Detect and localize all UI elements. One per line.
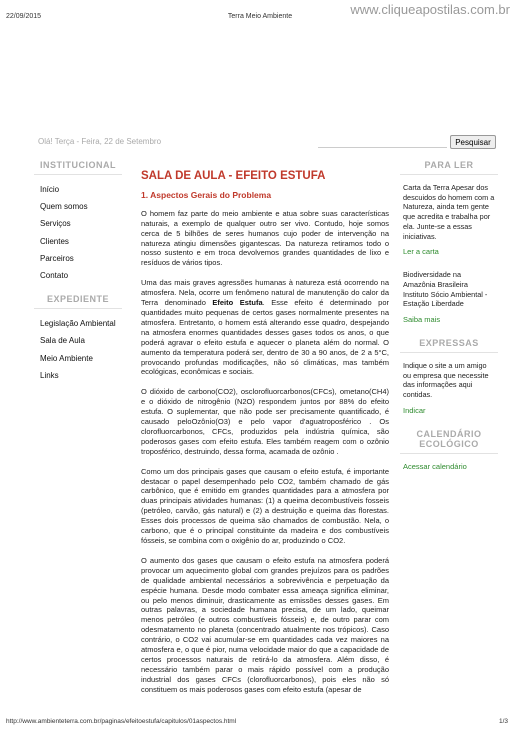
greeting-date: Olá! Terça - Feira, 22 de Setembro [38, 137, 162, 146]
indique-text: Indique o site a um amigo ou empresa que necessite das informações aqui contidas. [403, 361, 489, 400]
article-paragraph: Como um dos principais gases que causam o efeito estufa, é importante destacar o papel desempenhado pelo CO2, também chamado de gás carbônico, que é emitido em grandes quantidades para a atmosfera por duas principais atividades humanas: (1) a queima decombustíveis fosseis (petróleo, carvão, gás natural) e (2) a destruição e queima das florestas. Esses dois processos de queima são chamados de combustão. Nela, o carbono, que é o principal constituinte da madeira e dos combustíveis fósseis, se combina com o oxigênio do ar, produzindo o CO2. [141, 466, 389, 545]
search-input[interactable] [318, 135, 447, 148]
expediente-heading: EXPEDIENTE [34, 294, 122, 309]
acessar-calendario-link[interactable]: Acessar calendário [403, 461, 467, 471]
nav-item-sala-de-aula[interactable]: Sala de Aula [40, 336, 85, 346]
paragraph-text: . Esse efeito é determinado por quantidades muito pequenas de certos gases normalmente presentes na atmosfera. Entretanto, o homem está alterando esse quadro, despejando na atmosfera enormes quantidades desses gases todos os anos, o que poderá agravar o efeito estufa e aquecer o planeta além do normal. O aumento da temperatura poderá ser, dentro de 30 a 90 anos, de 2 a 5°C, provocando profundas modificações, não só climáticas, mas também ecológicas, econômicas e sociais. [141, 298, 389, 377]
print-page-number: 1/3 [498, 718, 508, 725]
right-sidebar [400, 160, 498, 485]
print-page-title: Terra Meio Ambiente [227, 13, 293, 20]
article-paragraph: O dióxido de carbono(CO2), osclorofluorcarbonos(CFCs), ometano(CH4) e o dióxido de nitrogênio (N2O) respondem juntos por 88% do efeito estufa. O suplementar, que não pode ser precisamente quantificado, é causado peloOzônio(O3) e pelo vapor d'aguatroposférico . Os clorofluorcarbonos, CFCs, produzidos pela indústria química, são poderosos gases com efeito estufa. Eles também reagem com o ozônio troposférico, destruindo, dessa forma, acamada de ozônio . [141, 387, 389, 456]
article-paragraph: O aumento dos gases que causam o efeito estufa na atmosfera poderá provocar um aquecimento global com grandes prejuízos para os padrões de qualidade ambiental necessários a sobrevivência e perpetuação da espécie humana. Desde modo combater essa ameaça significa eliminar, ou pelo menos diminuir, drasticamente as emissões desses gases. Em outras palavras, a sociedade humana precisa, de um lado, queimar menos petróleo (e outros combustíveis fósseis) e, de outro parar com odesmatamento no planeta (concentrado atualmente nos trópicos). Caso contrário, o CO2 vai acumular-se em quantidades cada vez maiores na atmosfera e, o que é pior, numa velocidade maior do que a capacidade de certos processos naturais de retirá-lo da atmosfera. Além disso, é necessário também parar o mais rápido possível com a produção industrial dos gases CFCs (clorofluorcarbonos), pois eles não só constituem os mais poderosos gases com efeito estufa (apesar de [141, 555, 389, 694]
print-footer-url: http://www.ambienteterra.com.br/paginas/efeitoestufa/capitulos/01aspectos.html [6, 718, 237, 725]
search-button[interactable]: Pesquisar [450, 135, 496, 149]
expressas-heading: EXPRESSAS [400, 338, 498, 353]
carta-da-terra-text: Carta da Terra Apesar dos descuidos do homem com a Natureza, ainda tem gente que acredita e trabalha por ela. Junte-se a essas iniciativas. [403, 183, 495, 241]
nav-item-legislacao[interactable]: Legislação Ambiental [40, 319, 116, 329]
nav-item-inicio[interactable]: Início [40, 185, 60, 194]
biodiversidade-text: Biodiversidade na Amazônia Brasileira Instituto Sócio Ambiental - Estação Liberdade [403, 270, 488, 309]
institucional-heading: INSTITUCIONAL [34, 160, 122, 175]
calendario-heading: CALENDÁRIO ECOLÓGICO [400, 429, 498, 454]
article-title: SALA DE AULA - EFEITO ESTUFA [141, 170, 326, 182]
nav-item-quem-somos[interactable]: Quem somos [40, 202, 88, 212]
bold-term: Efeito Estufa [212, 298, 263, 308]
ler-a-carta-link[interactable]: Ler a carta [403, 247, 439, 257]
paragraph-text: Uma das mais graves agressões humanas à natureza está ocorrendo na atmosfera. Nela, ocorre um fenômeno natural de manutenção do calor da Terra denominado [141, 278, 389, 308]
left-sidebar [34, 160, 122, 394]
nav-item-meio-ambiente[interactable]: Meio Ambiente [40, 353, 93, 363]
watermark: www.cliqueapostilas.com.br [350, 2, 510, 17]
nav-item-parceiros[interactable]: Parceiros [40, 253, 74, 263]
para-ler-heading: PARA LER [400, 160, 498, 175]
nav-item-clientes[interactable]: Clientes [40, 236, 69, 246]
print-date: 22/09/2015 [6, 13, 42, 20]
institucional-menu [34, 181, 122, 284]
article [141, 172, 389, 705]
nav-item-links[interactable]: Links [40, 370, 59, 380]
article-paragraph: O homem faz parte do meio ambiente e atua sobre suas características naturais, a exemplo de qualquer outro ser vivo. Contudo, hoje somos cerca de 5 bilhões de seres humanos cujo poder de intervenção na natureza atingiu dimensões gigantescas. Da natureza retiramos todo o nosso sustento e em troca devolvemos grandes quantidades de lixo e resíduos de vários tipos. [141, 208, 389, 268]
expediente-menu [34, 315, 122, 384]
nav-item-servicos[interactable]: Serviços [40, 219, 71, 229]
article-subtitle: 1. Aspectos Gerais do Problema [141, 189, 272, 200]
saiba-mais-link[interactable]: Saiba mais [403, 315, 441, 325]
indicar-link[interactable]: Indicar [403, 405, 426, 415]
nav-item-contato[interactable]: Contato [40, 270, 69, 280]
article-paragraph [141, 278, 389, 377]
